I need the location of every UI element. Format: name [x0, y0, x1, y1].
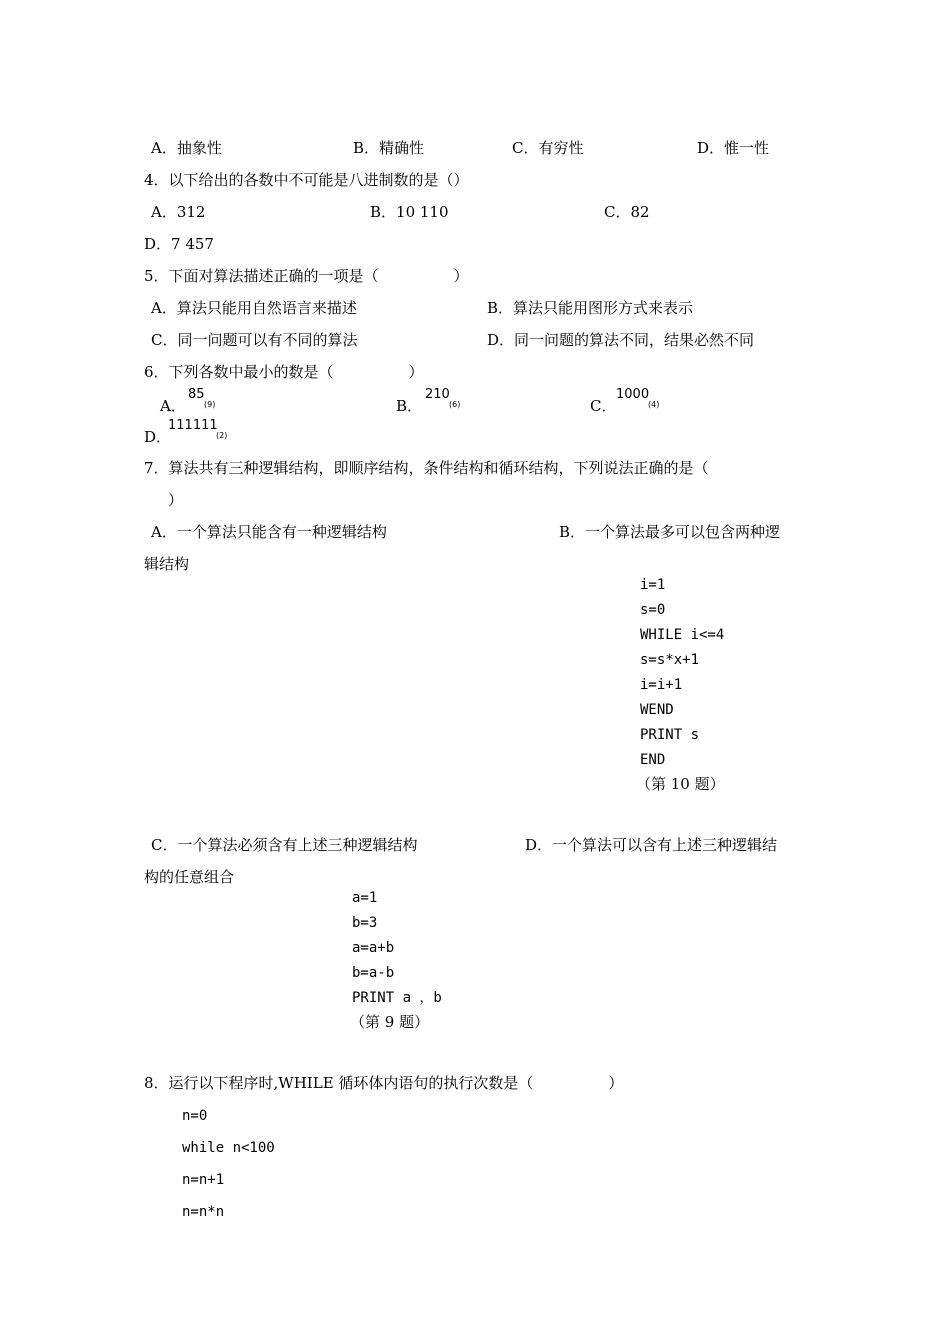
program-10-line: WEND — [640, 702, 674, 718]
q7-option-b-line1: B．一个算法最多可以包含两种逻 — [559, 523, 781, 541]
q6-option-a-number: 85 — [188, 387, 205, 402]
q5-stem: 5．下面对算法描述正确的一项是（ ） — [144, 267, 469, 285]
program-9-line: a=a+b — [352, 940, 395, 956]
q6-option-c-letter: C． — [590, 397, 617, 415]
program-10-caption: （第 10 题） — [636, 775, 725, 793]
q3-option-c: C．有穷性 — [512, 139, 584, 157]
q7-option-d-line1: D．一个算法可以含有上述三种逻辑结 — [525, 836, 778, 854]
q3-option-d: D．惟一性 — [697, 139, 770, 157]
program-10-line: i=1 — [640, 577, 666, 593]
q7-stem-line2: ） — [168, 491, 184, 509]
q6-option-c-number: 1000 — [616, 387, 650, 402]
q5-option-d: D．同一问题的算法不同，结果必然不同 — [487, 331, 755, 349]
q6-option-a-letter: A． — [160, 397, 186, 415]
q5-option-c: C．同一问题可以有不同的算法 — [151, 331, 358, 349]
q6-option-d-number: 111111 — [168, 418, 218, 433]
q6-option-c-base: (4) — [648, 400, 660, 409]
q5-option-a: A．算法只能用自然语言来描述 — [151, 299, 357, 317]
q4-option-c: C．82 — [604, 203, 650, 221]
q4-option-b: B．10 110 — [370, 203, 449, 221]
q3-option-a: A．抽象性 — [151, 139, 222, 157]
q6-option-d-base: (2) — [216, 431, 228, 440]
program-9-line: a=1 — [352, 890, 378, 906]
program-9-line: PRINT a ，b — [352, 990, 442, 1006]
q3-option-b: B．精确性 — [353, 139, 425, 157]
q8-program-line: n=n*n — [182, 1204, 225, 1220]
q6-option-b-letter: B． — [396, 397, 423, 415]
q6-stem: 6．下列各数中最小的数是（ ） — [144, 363, 424, 381]
q7-option-a: A．一个算法只能含有一种逻辑结构 — [151, 523, 387, 541]
q8-program-line: n=0 — [182, 1108, 208, 1124]
program-10-line: WHILE i<=4 — [640, 627, 725, 643]
q7-option-b-line2: 辑结构 — [144, 555, 190, 573]
q8-stem: 8．运行以下程序时,WHILE 循环体内语句的执行次数是（ ） — [144, 1074, 624, 1092]
q8-program-line: n=n+1 — [182, 1172, 225, 1188]
q6-option-a-base: (9) — [204, 400, 216, 409]
q7-option-d-line2: 构的任意组合 — [144, 868, 235, 886]
program-10-line: PRINT s — [640, 727, 700, 743]
q4-stem: 4．以下给出的各数中不可能是八进制数的是（） — [144, 171, 469, 189]
program-9-caption: （第 9 题） — [350, 1013, 430, 1031]
program-10-line: s=s*x+1 — [640, 652, 700, 668]
q7-stem-line1: 7．算法共有三种逻辑结构，即顺序结构，条件结构和循环结构，下列说法正确的是（ — [144, 459, 709, 477]
q4-option-d: D．7 457 — [144, 235, 214, 253]
program-10-line: END — [640, 752, 666, 768]
program-10-line: i=i+1 — [640, 677, 683, 693]
q5-option-b: B．算法只能用图形方式来表示 — [487, 299, 694, 317]
q8-program-line: while n<100 — [182, 1140, 275, 1156]
program-9-line: b=3 — [352, 915, 378, 931]
q6-option-b-base: (6) — [449, 400, 461, 409]
q4-option-a: A．312 — [151, 203, 206, 221]
q7-option-c: C．一个算法必须含有上述三种逻辑结构 — [151, 836, 418, 854]
q6-option-d-letter: D． — [144, 428, 172, 446]
q6-option-b-number: 210 — [425, 387, 450, 402]
program-10-line: s=0 — [640, 602, 666, 618]
program-9-line: b=a-b — [352, 965, 395, 981]
